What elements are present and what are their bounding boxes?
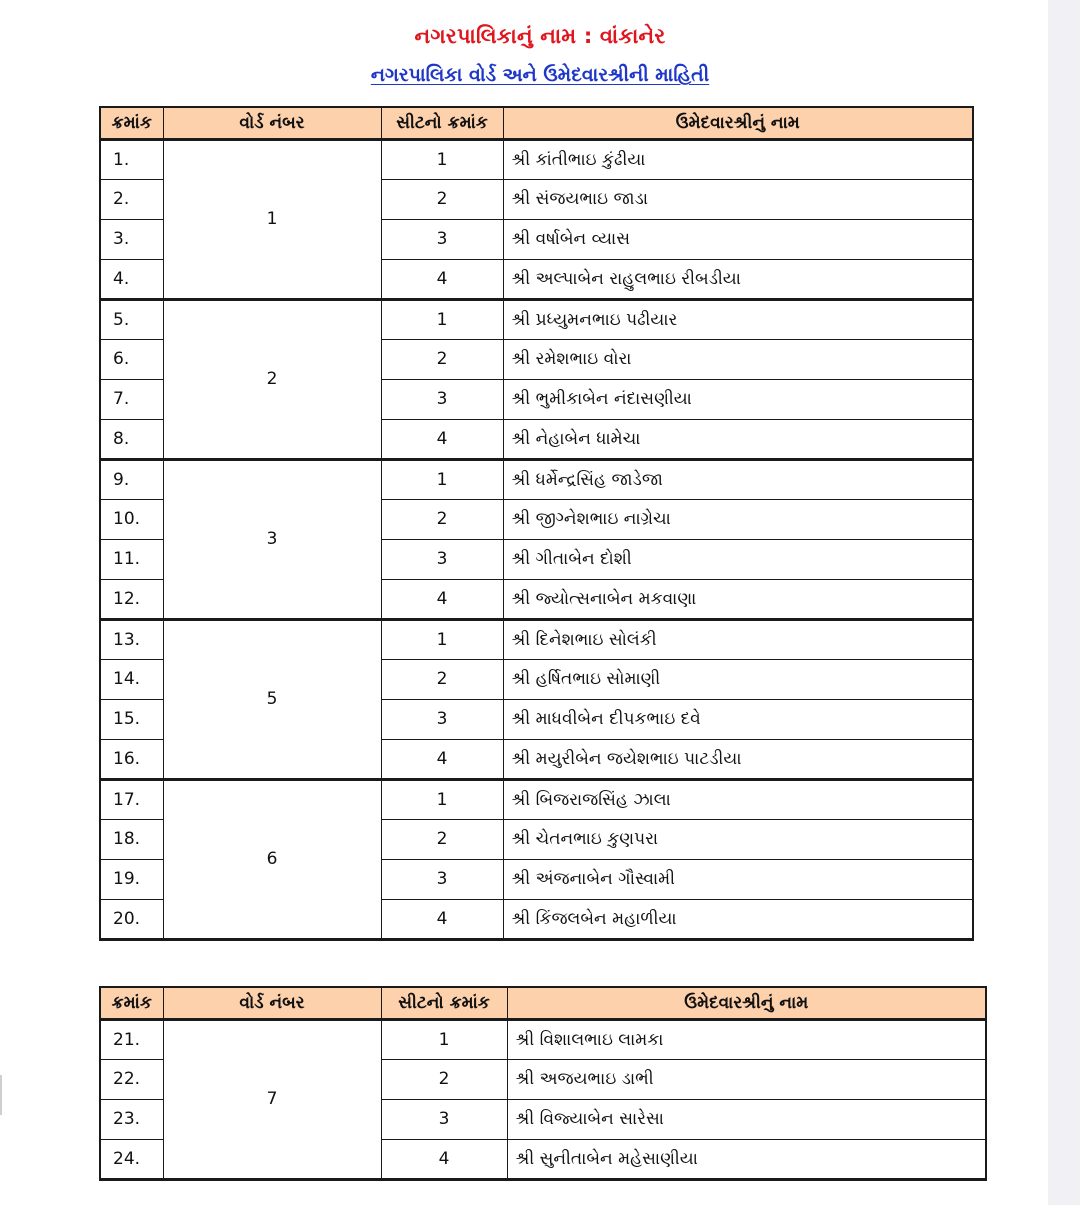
serial-cell: 8.: [100, 419, 163, 459]
candidate-table-continued: [99, 986, 987, 1181]
ward-number-cell: 7: [163, 1019, 381, 1179]
table-row: [100, 139, 973, 179]
candidate-name-cell: શ્રી અજયભાઇ ડાભી: [507, 1059, 986, 1099]
serial-cell: 4.: [100, 259, 163, 299]
candidate-name-cell: શ્રી નેહાબેન ધામેચા: [503, 419, 973, 459]
seat-number-cell: 1: [381, 619, 503, 659]
candidate-name-cell: શ્રી ભુમીકાબેન નંદાસણીયા: [503, 379, 973, 419]
candidate-name-cell: શ્રી બિજરાજસિંહ ઝાલા: [503, 779, 973, 819]
candidate-name-cell: શ્રી વિજ્યાબેન સારેસા: [507, 1099, 986, 1139]
table-row: [100, 299, 973, 339]
candidate-name-cell: શ્રી પ્રધ્યુમનભાઇ પઢીયાર: [503, 299, 973, 339]
serial-cell: 5.: [100, 299, 163, 339]
seat-number-cell: 2: [381, 499, 503, 539]
candidate-table: [99, 106, 974, 941]
seat-number-cell: 3: [381, 1099, 507, 1139]
seat-number-cell: 4: [381, 739, 503, 779]
ward-number-cell: 6: [163, 779, 381, 939]
serial-cell: 9.: [100, 459, 163, 499]
candidate-name-cell: શ્રી ધર્મેન્દ્રસિંહ જાડેજા: [503, 459, 973, 499]
candidate-name-cell: શ્રી સુનીતાબેન મહેસાણીયા: [507, 1139, 986, 1179]
seat-number-cell: 4: [381, 1139, 507, 1179]
candidate-name-cell: શ્રી જ્યોત્સનાબેન મકવાણા: [503, 579, 973, 619]
ward-number-cell: 2: [163, 299, 381, 459]
table-row: [100, 779, 973, 819]
seat-number-cell: 1: [381, 1019, 507, 1059]
page-subtitle: [0, 64, 1080, 86]
serial-cell: 3.: [100, 219, 163, 259]
page-subtitle-text: નગરપાલિકા વોર્ડ અને ઉમેદવારશ્રીની માહિતી: [370, 64, 710, 86]
candidate-name-cell: શ્રી સંજયભાઇ જાડા: [503, 179, 973, 219]
ward-number-cell: 1: [163, 139, 381, 299]
ward-number-cell: 5: [163, 619, 381, 779]
candidate-name-cell: શ્રી દિનેશભાઇ સોલંકી: [503, 619, 973, 659]
seat-number-cell: 2: [381, 659, 503, 699]
table-header-row: [100, 987, 986, 1019]
header-serial: ક્રમાંક: [100, 107, 163, 139]
candidate-name-cell: શ્રી અંજનાબેન ગૌસ્વામી: [503, 859, 973, 899]
seat-number-cell: 4: [381, 899, 503, 939]
serial-cell: 23.: [100, 1099, 163, 1139]
serial-cell: 14.: [100, 659, 163, 699]
seat-number-cell: 1: [381, 779, 503, 819]
table-header-row: [100, 107, 973, 139]
seat-number-cell: 4: [381, 419, 503, 459]
serial-cell: 12.: [100, 579, 163, 619]
serial-cell: 22.: [100, 1059, 163, 1099]
seat-number-cell: 1: [381, 139, 503, 179]
candidate-name-cell: શ્રી જીગ્નેશભાઇ નાગ્રેચા: [503, 499, 973, 539]
header-ward: વોર્ડ નંબર: [163, 987, 381, 1019]
seat-number-cell: 3: [381, 699, 503, 739]
candidate-name-cell: શ્રી મયુરીબેન જયેશભાઇ પાટડીયા: [503, 739, 973, 779]
seat-number-cell: 1: [381, 299, 503, 339]
seat-number-cell: 3: [381, 379, 503, 419]
header-candidate: ઉમેદવારશ્રીનું નામ: [507, 987, 986, 1019]
serial-cell: 19.: [100, 859, 163, 899]
serial-cell: 11.: [100, 539, 163, 579]
candidate-name-cell: શ્રી કાંતીભાઇ કુંઢીયા: [503, 139, 973, 179]
candidate-name-cell: શ્રી વિશાલભાઇ લામકા: [507, 1019, 986, 1059]
candidate-name-cell: શ્રી વર્ષાબેન વ્યાસ: [503, 219, 973, 259]
candidate-name-cell: શ્રી હર્ષિતભાઇ સોમાણી: [503, 659, 973, 699]
seat-number-cell: 2: [381, 179, 503, 219]
serial-cell: 24.: [100, 1139, 163, 1179]
serial-cell: 15.: [100, 699, 163, 739]
seat-number-cell: 2: [381, 339, 503, 379]
header-ward: વોર્ડ નંબર: [163, 107, 381, 139]
table-row: [100, 1019, 986, 1059]
header-serial: ક્રમાંક: [100, 987, 163, 1019]
ward-number-cell: 3: [163, 459, 381, 619]
serial-cell: 7.: [100, 379, 163, 419]
header-candidate: ઉમેદવારશ્રીનું નામ: [503, 107, 973, 139]
serial-cell: 13.: [100, 619, 163, 659]
serial-cell: 18.: [100, 819, 163, 859]
candidate-name-cell: શ્રી માધવીબેન દીપકભાઇ દવે: [503, 699, 973, 739]
table-row: [100, 619, 973, 659]
page-title: નગરપાલિકાનું નામ : વાંકાનેર: [414, 24, 666, 48]
seat-number-cell: 4: [381, 579, 503, 619]
header-seat: સીટનો ક્રમાંક: [381, 987, 507, 1019]
serial-cell: 20.: [100, 899, 163, 939]
serial-cell: 17.: [100, 779, 163, 819]
seat-number-cell: 4: [381, 259, 503, 299]
page-edge-strip: [1048, 0, 1080, 1205]
seat-number-cell: 3: [381, 219, 503, 259]
candidate-name-cell: શ્રી ગીતાબેન દોશી: [503, 539, 973, 579]
header-seat: સીટનો ક્રમાંક: [381, 107, 503, 139]
seat-number-cell: 3: [381, 859, 503, 899]
candidate-name-cell: શ્રી રમેશભાઇ વોરા: [503, 339, 973, 379]
seat-number-cell: 3: [381, 539, 503, 579]
seat-number-cell: 2: [381, 819, 503, 859]
candidate-name-cell: શ્રી ચેતનભાઇ કુણપરા: [503, 819, 973, 859]
serial-cell: 1.: [100, 139, 163, 179]
serial-cell: 21.: [100, 1019, 163, 1059]
serial-cell: 16.: [100, 739, 163, 779]
seat-number-cell: 1: [381, 459, 503, 499]
serial-cell: 6.: [100, 339, 163, 379]
serial-cell: 10.: [100, 499, 163, 539]
candidate-name-cell: શ્રી કિંજલબેન મહાળીયા: [503, 899, 973, 939]
scan-edge-mark: [0, 1075, 2, 1115]
candidate-name-cell: શ્રી અલ્પાબેન રાહુલભાઇ રીબડીયા: [503, 259, 973, 299]
table-row: [100, 459, 973, 499]
serial-cell: 2.: [100, 179, 163, 219]
seat-number-cell: 2: [381, 1059, 507, 1099]
